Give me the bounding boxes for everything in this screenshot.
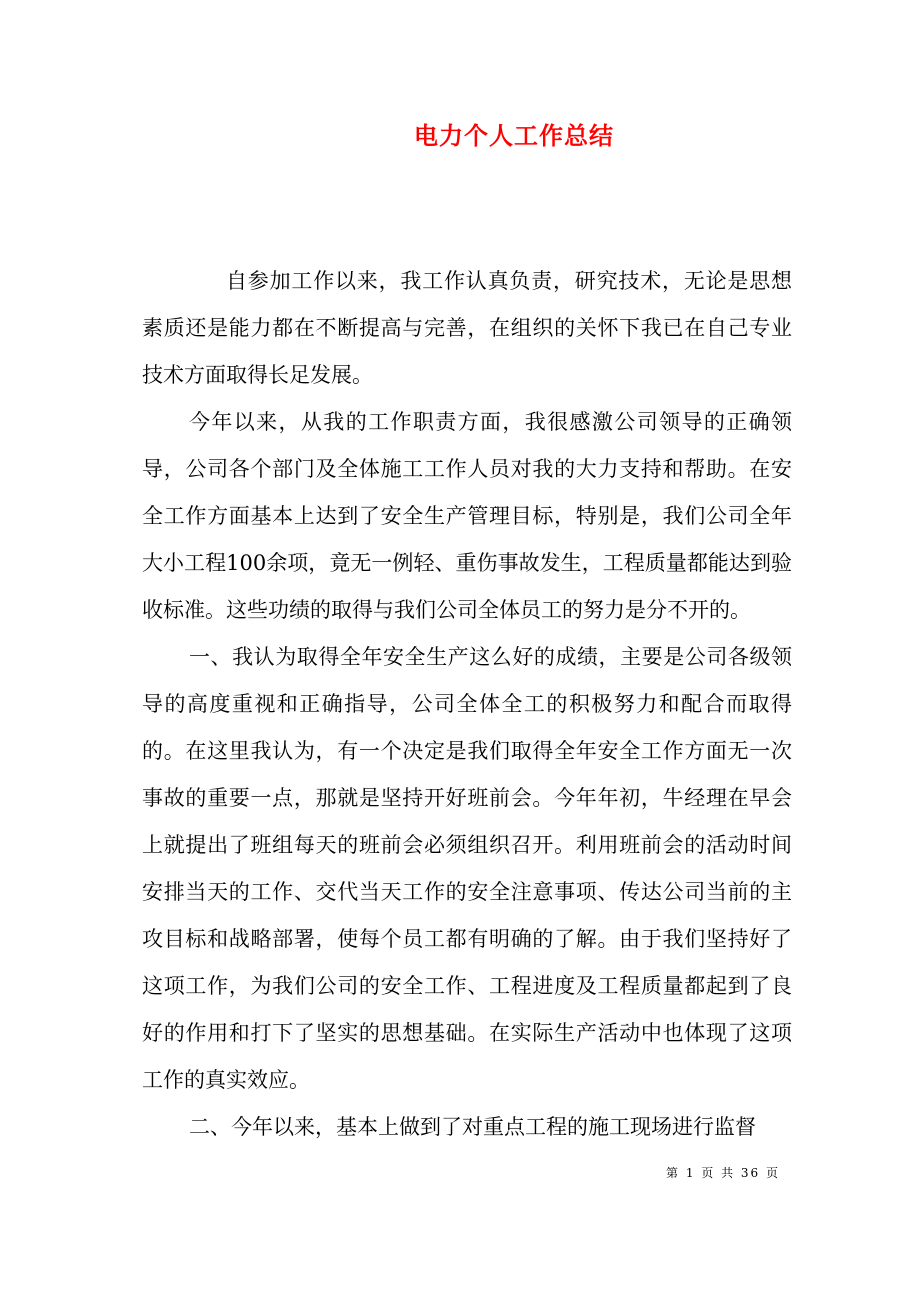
paragraph-1: 自参加工作以来，我工作认真负责，研究技术，无论是思想素质还是能力都在不断提高与完善，在组织的关怀下我已在自己专业技术方面取得长足发展。 [142,269,792,387]
document-title: 电力个人工作总结 [414,121,614,150]
paragraph-2: 今年以来，从我的工作职责方面，我很感激公司领导的正确领导，公司各个部门及全体施工工作人员对我的大力支持和帮助。在安全工作方面基本上达到了安全生产管理目标，特别是，我们公司全年大小工程100余项，竟无一例轻、重伤事故发生，工程质量都能达到验收标准。这些功绩的取得与我们公司全体员工的努力是分不开的。 [142,410,792,622]
paragraph-3: 一、我认为取得全年安全生产这么好的成绩，主要是公司各级领导的高度重视和正确指导，公司全体全工的积极努力和配合而取得的。在这里我认为，有一个决定是我们取得全年安全工作方面无一次事故的重要一点，那就是坚持开好班前会。今年年初，牛经理在早会上就提出了班组每天的班前会必须组织召开。利用班前会的活动时间安排当天的工作、交代当天工作的安全注意事项、传达公司当前的主攻目标和战略部署，使每个员工都有明确的了解。由于我们坚持好了这项工作，为我们公司的安全工作、工程进度及工程质量都起到了良好的作用和打下了坚实的思想基础。在实际生产活动中也体现了这项工作的真实效应。 [142,645,792,1092]
paragraph-4: 二、今年以来，基本上做到了对重点工程的施工现场进行监督 [189,1115,756,1139]
page-number-footer: 第 1 页 共 36 页 [666,1166,780,1180]
document-body [142,258,792,1151]
